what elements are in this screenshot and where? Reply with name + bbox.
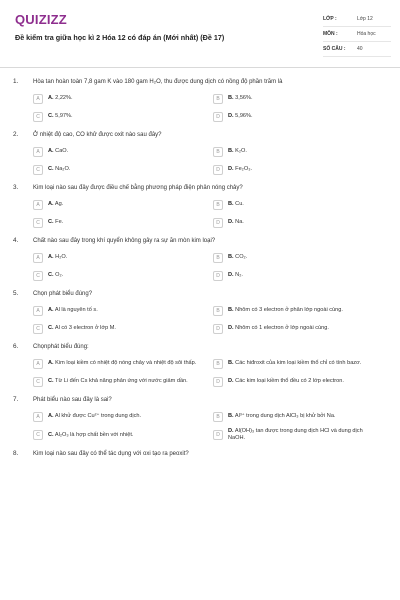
question-item	[0, 78, 400, 123]
option-letter-box[interactable]: C	[33, 218, 43, 228]
answer-option[interactable]	[213, 428, 393, 442]
answer-option[interactable]	[213, 110, 393, 123]
answer-option[interactable]	[33, 198, 213, 211]
option-text	[228, 360, 375, 367]
option-key: C.	[48, 219, 54, 225]
meta-label: LỚP :	[323, 16, 337, 22]
option-letter-box[interactable]: D	[213, 218, 223, 228]
option-value: Al khử được Cu²⁺ trong dung dịch.	[54, 413, 142, 419]
option-letter-box[interactable]: C	[33, 165, 43, 175]
option-value: 2,22%.	[55, 95, 73, 101]
answer-option[interactable]	[213, 375, 393, 388]
question-number: 6.	[13, 343, 19, 350]
option-letter-box[interactable]: A	[33, 359, 43, 369]
option-key: D.	[228, 166, 234, 172]
option-key: C.	[48, 378, 54, 384]
answer-option[interactable]	[213, 92, 393, 105]
answer-option[interactable]	[213, 322, 393, 335]
answer-option[interactable]	[213, 198, 393, 211]
answer-option[interactable]	[213, 216, 393, 229]
option-key: A.	[48, 254, 54, 260]
option-text	[48, 166, 84, 173]
brand-name: QUIZIZZ	[15, 12, 67, 27]
question-item	[0, 290, 400, 335]
option-value: CaO.	[55, 148, 69, 154]
answer-options	[0, 145, 400, 176]
question-text: Chọnphát biểu đúng:	[33, 344, 89, 350]
option-text	[228, 307, 357, 314]
question-header	[0, 131, 400, 139]
option-text	[48, 378, 202, 385]
option-text	[48, 325, 130, 332]
option-key: B.	[228, 307, 234, 313]
option-letter-box[interactable]: B	[213, 412, 223, 422]
option-text	[228, 272, 257, 279]
question-text: Ở nhiệt độ cao, CO khử được oxit nào sau đây?	[33, 132, 162, 138]
option-letter-box[interactable]: A	[33, 412, 43, 422]
option-key: A.	[48, 360, 54, 366]
option-letter-box[interactable]: B	[213, 147, 223, 157]
answer-options	[0, 92, 400, 123]
option-key: D.	[228, 378, 234, 384]
option-text	[228, 95, 267, 102]
option-value: Cu.	[235, 201, 244, 207]
option-key: C.	[48, 272, 54, 278]
option-value: 3,56%.	[235, 95, 253, 101]
answer-option[interactable]	[33, 110, 213, 123]
option-text	[228, 378, 358, 385]
option-value: Từ Li đến Cs khả năng phản ứng với nước giảm dần.	[55, 378, 188, 384]
option-value: Al³⁺ trong dung dịch AlCl₃ bị khử bởi Na.	[234, 413, 336, 419]
option-value: H₂O.	[55, 254, 68, 260]
option-key: B.	[228, 148, 234, 154]
answer-options	[0, 304, 400, 335]
answer-option[interactable]	[33, 251, 213, 264]
option-text	[228, 325, 343, 332]
question-item	[0, 396, 400, 442]
answer-option[interactable]	[213, 304, 393, 317]
option-letter-box[interactable]: D	[213, 271, 223, 281]
answer-option[interactable]	[213, 145, 393, 158]
option-letter-box[interactable]: A	[33, 253, 43, 263]
option-key: B.	[228, 201, 234, 207]
answer-option[interactable]	[33, 163, 213, 176]
option-letter-box[interactable]: A	[33, 147, 43, 157]
answer-option[interactable]	[33, 92, 213, 105]
option-letter-box[interactable]: D	[213, 377, 223, 387]
option-text	[48, 360, 210, 367]
answer-option[interactable]	[33, 428, 213, 442]
option-value: Na.	[235, 219, 244, 225]
meta-table	[323, 12, 391, 57]
question-number: 3.	[13, 184, 19, 191]
meta-row-class	[323, 12, 391, 27]
answer-option[interactable]	[33, 322, 213, 335]
answer-option[interactable]	[213, 357, 393, 370]
option-text	[48, 272, 77, 279]
answer-option[interactable]	[33, 410, 213, 423]
option-value: Nhôm có 1 electron ở lớp ngoài cùng.	[235, 325, 329, 331]
question-number: 8.	[13, 450, 19, 457]
meta-row-subject	[323, 27, 391, 42]
meta-value: Lớp 12	[357, 16, 373, 22]
question-number: 5.	[13, 290, 19, 297]
option-value: Al(OH)₃ tan được trong dung dịch HCl và dung dịch NaOH.	[228, 428, 363, 441]
meta-row-count	[323, 42, 391, 57]
option-key: D.	[228, 428, 234, 434]
option-letter-box[interactable]: D	[213, 324, 223, 334]
option-value: Al₂O₃ là hợp chất bền với nhiệt.	[54, 431, 134, 438]
option-letter-box[interactable]: D	[213, 112, 223, 122]
option-value: N₂.	[235, 272, 243, 278]
option-value: Na₂O.	[55, 166, 71, 172]
question-number: 7.	[13, 396, 19, 403]
question-header	[0, 450, 400, 458]
option-key: A.	[48, 307, 54, 313]
meta-value: Hóa học	[357, 31, 376, 37]
question-item	[0, 237, 400, 282]
option-value: 5,96%.	[235, 113, 253, 119]
option-letter-box[interactable]: A	[33, 200, 43, 210]
question-header	[0, 396, 400, 404]
option-value: CO₂.	[235, 254, 248, 260]
question-text: Kim loại nào sau đây có thể tác dụng với oxi tạo ra peoxit?	[33, 451, 189, 457]
option-value: O₂.	[55, 272, 64, 278]
question-text: Hòa tan hoàn toàn 7,8 gam K vào 180 gam H₂O, thu được dung dịch có nồng độ phần trăm là	[33, 79, 283, 85]
meta-label: MÔN :	[323, 31, 338, 37]
option-value: Kim loại kiềm có nhiệt độ nóng chảy và nhiệt độ sôi thấp.	[55, 360, 197, 366]
question-header	[0, 290, 400, 298]
option-text	[48, 201, 77, 208]
option-letter-box[interactable]: C	[33, 271, 43, 281]
option-key: D.	[228, 325, 234, 331]
option-text	[48, 307, 112, 314]
question-item	[0, 450, 400, 458]
option-text	[48, 95, 87, 102]
option-text	[228, 413, 349, 420]
option-value: Ag.	[54, 201, 64, 207]
answer-option[interactable]	[213, 410, 393, 423]
document-title: Đề kiểm tra giữa học kì 2 Hóa 12 có đáp án (Mới nhất) (Đề 17)	[15, 33, 225, 42]
option-key: D.	[228, 219, 234, 225]
option-value: Al là nguyên tố s.	[54, 307, 98, 313]
option-letter-box[interactable]: A	[33, 94, 43, 104]
meta-label: SỐ CÂU :	[323, 46, 346, 52]
option-text	[228, 201, 258, 208]
answer-options	[0, 198, 400, 229]
option-text	[48, 219, 77, 226]
question-text: Chọn phát biểu đúng?	[33, 291, 93, 297]
option-key: D.	[228, 272, 234, 278]
option-text	[228, 254, 261, 261]
option-value: Fe.	[55, 219, 64, 225]
option-text	[228, 166, 266, 173]
option-text	[48, 254, 81, 261]
option-letter-box[interactable]: B	[213, 200, 223, 210]
option-text	[48, 113, 87, 120]
question-header	[0, 237, 400, 245]
answer-options	[0, 251, 400, 282]
answer-options	[0, 357, 400, 388]
option-text	[48, 148, 82, 155]
question-item	[0, 131, 400, 176]
option-letter-box[interactable]: C	[33, 112, 43, 122]
answer-option[interactable]	[33, 145, 213, 158]
answer-option[interactable]	[33, 269, 213, 282]
answer-option[interactable]	[33, 375, 213, 388]
question-text: Kim loại nào sau đây được điều chế bằng phương pháp điện phân nóng chảy?	[33, 185, 243, 191]
option-letter-box[interactable]: A	[33, 306, 43, 316]
question-number: 4.	[13, 237, 19, 244]
answer-option[interactable]	[33, 357, 213, 370]
answer-option[interactable]	[33, 216, 213, 229]
quizizz-logo	[15, 12, 67, 27]
question-text: Phát biểu nào sau đây là sai?	[33, 397, 112, 403]
option-letter-box[interactable]: B	[213, 359, 223, 369]
option-letter-box[interactable]: B	[213, 253, 223, 263]
question-number: 2.	[13, 131, 19, 138]
question-list	[0, 78, 400, 466]
option-key: A.	[48, 148, 54, 154]
option-letter-box[interactable]: B	[213, 94, 223, 104]
question-header	[0, 78, 400, 86]
option-value: Các kim loại kiềm thổ đều có 2 lớp electron.	[235, 378, 344, 384]
option-letter-box[interactable]: D	[213, 430, 223, 440]
question-number: 1.	[13, 78, 19, 85]
meta-value: 40	[357, 46, 363, 52]
option-key: A.	[48, 413, 54, 419]
answer-option[interactable]	[213, 163, 393, 176]
question-header	[0, 343, 400, 351]
option-key: C.	[48, 325, 54, 331]
option-letter-box[interactable]: C	[33, 324, 43, 334]
option-value: Nhôm có 3 electron ở phân lớp ngoài cùng.	[235, 307, 343, 313]
option-text	[48, 413, 155, 420]
answer-options	[0, 410, 400, 442]
option-key: A.	[48, 95, 54, 101]
question-header	[0, 184, 400, 192]
option-key: C.	[48, 431, 54, 438]
answer-option[interactable]	[213, 251, 393, 264]
answer-option[interactable]	[213, 269, 393, 282]
option-key: A.	[48, 201, 54, 207]
option-key: C.	[48, 113, 54, 119]
option-value: Các hiđroxit của kim loại kiềm thổ chỉ có tính bazơ.	[235, 360, 362, 366]
option-text	[228, 113, 267, 120]
option-letter-box[interactable]: C	[33, 430, 43, 440]
question-text: Chất nào sau đây trong khí quyển không gây ra sự ăn mòn kim loại?	[33, 238, 216, 244]
option-key: C.	[48, 166, 54, 172]
option-value: Fe₂O₃.	[235, 166, 253, 172]
answer-option[interactable]	[33, 304, 213, 317]
option-key: B.	[228, 95, 234, 101]
option-key: D.	[228, 113, 234, 119]
option-value: Al có 3 electron ở lớp M.	[54, 325, 116, 331]
option-letter-box[interactable]: B	[213, 306, 223, 316]
option-text	[228, 148, 261, 155]
option-text	[228, 219, 258, 226]
option-key: B.	[228, 413, 234, 419]
option-value: 5,97%.	[55, 113, 73, 119]
option-key: B.	[228, 360, 234, 366]
option-key: B.	[228, 254, 234, 260]
option-text	[48, 432, 147, 439]
option-value: K₂O.	[235, 148, 247, 154]
worksheet-header	[0, 0, 400, 68]
question-item	[0, 184, 400, 229]
option-letter-box[interactable]: D	[213, 165, 223, 175]
question-item	[0, 343, 400, 388]
option-text	[228, 428, 393, 442]
option-letter-box[interactable]: C	[33, 377, 43, 387]
